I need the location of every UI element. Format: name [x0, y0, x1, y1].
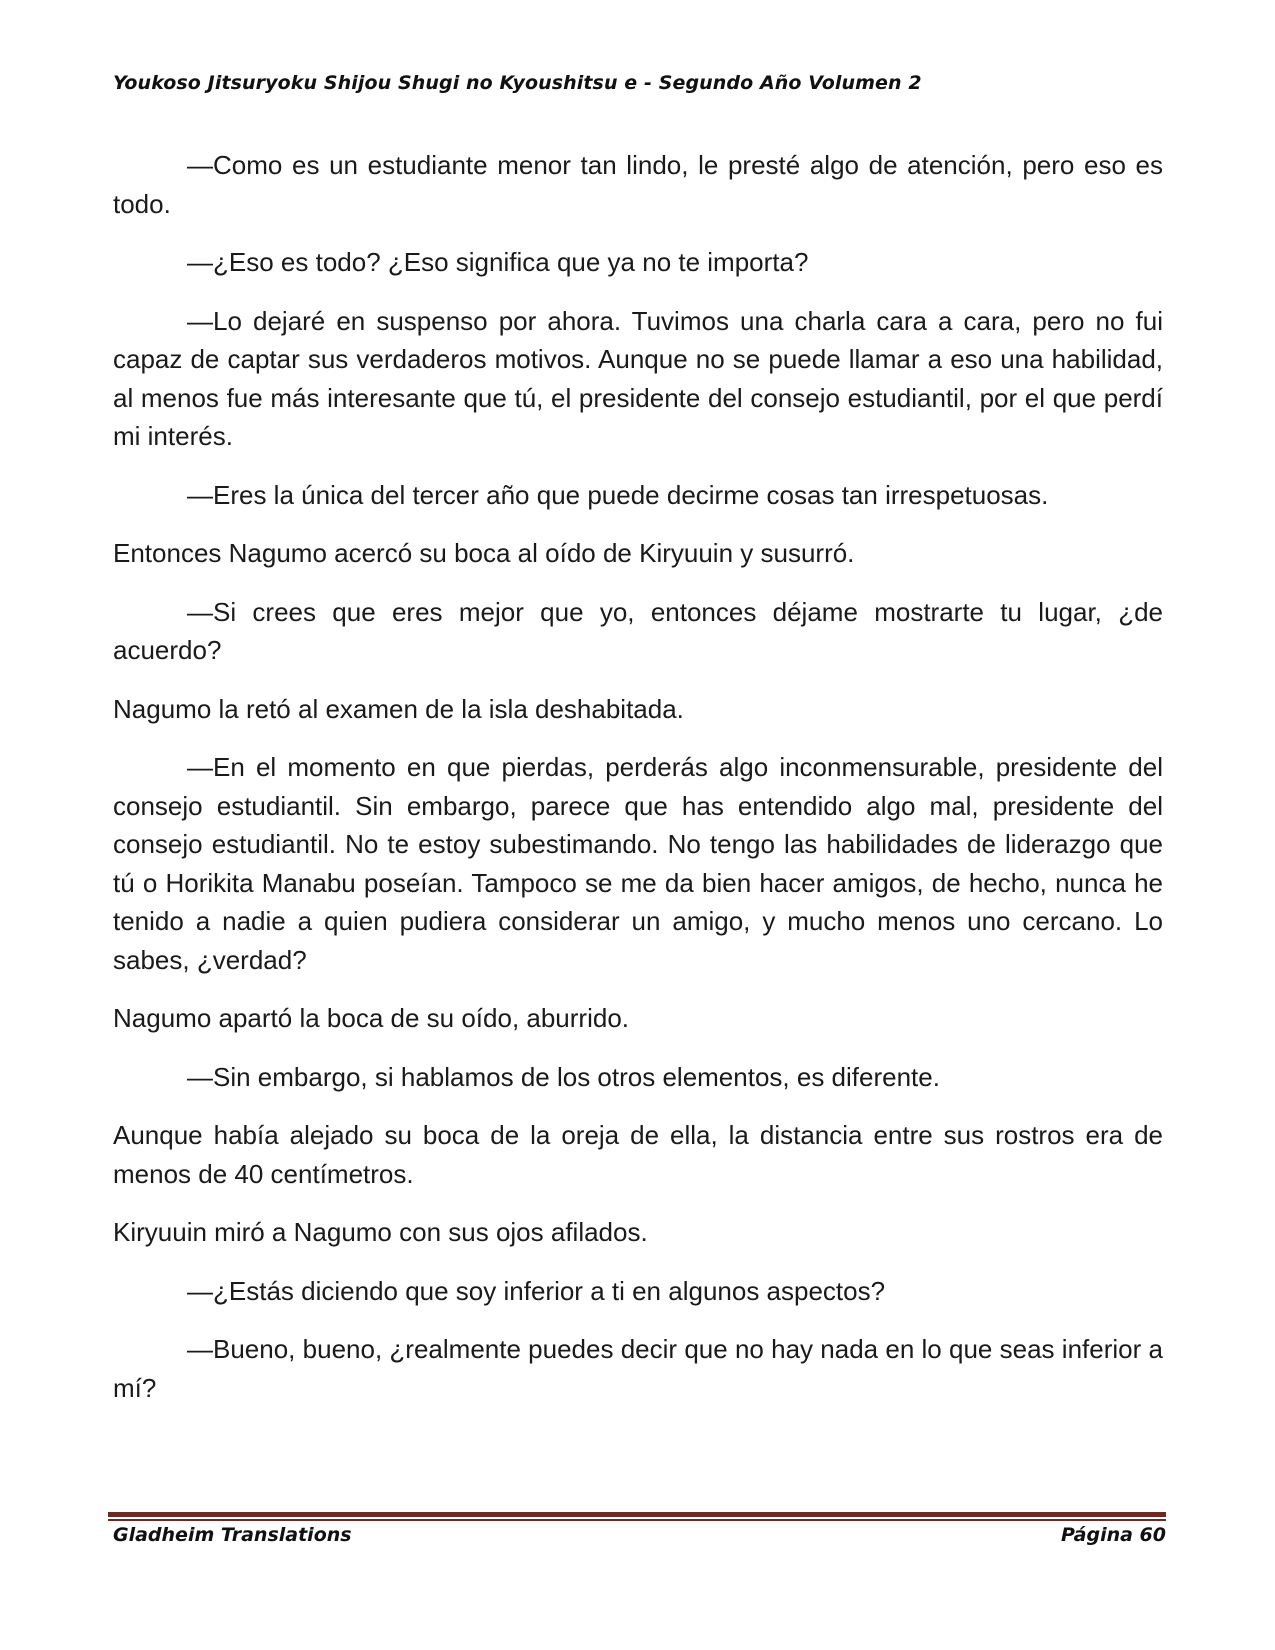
page-number: Página 60 [1060, 1524, 1166, 1546]
page-body [113, 146, 1163, 1427]
paragraph-narration: Nagumo apartó la boca de su oído, aburrido. [113, 1003, 630, 1033]
paragraph-dialog: —¿Estás diciendo que soy inferior a ti en algunos aspectos? [187, 1275, 886, 1306]
paragraph-narration: Entonces Nagumo acercó su boca al oído de Kiryuuin y susurró. [113, 538, 855, 568]
paragraph-dialog: —Bueno, bueno, ¿realmente puedes decir que no hay nada en lo que seas inferior a mí? [113, 1334, 1163, 1403]
paragraph-dialog: —Sin embargo, si hablamos de los otros elementos, es diferente. [187, 1061, 940, 1092]
paragraph-dialog: —Lo dejaré en suspenso por ahora. Tuvimos una charla cara a cara, pero no fui capaz de captar sus verdaderos motivos. Aunque no se puede llamar a eso una habilidad, al menos fue más interesante que tú, el presidente del consejo estudiantil, por el que perdí mi interés. [113, 305, 1163, 451]
paragraph-dialog: —Como es un estudiante menor tan lindo, le presté algo de atención, pero eso es todo. [113, 150, 1163, 219]
paragraph-dialog: —¿Eso es todo? ¿Eso significa que ya no te importa? [187, 247, 809, 277]
footer-divider [108, 1512, 1166, 1521]
paragraph-dialog: —Eres la única del tercer año que puede decirme cosas tan irrespetuosas. [187, 479, 1049, 510]
paragraph-dialog: —Si crees que eres mejor que yo, entonces déjame mostrarte tu lugar, ¿de acuerdo? [113, 596, 1163, 665]
paragraph-dialog: —En el momento en que pierdas, perderás algo inconmensurable, presidente del consejo estudiantil. Sin embargo, parece que has entendido algo mal, presidente del consejo estudiantil. No te estoy subestimando. No tengo las habilidades de liderazgo que tú o Horikita Manabu poseían. Tampoco se me da bien hacer amigos, de hecho, nunca he tenido a nadie a quien pudiera considerar un amigo, y mucho menos uno cercano. Lo sabes, ¿verdad? [113, 752, 1163, 975]
footer-divider-thin [108, 1519, 1166, 1521]
footer-credit: Gladheim Translations [113, 1524, 352, 1546]
paragraph-narration: Aunque había alejado su boca de la oreja de ella, la distancia entre sus rostros era de menos de 40 centímetros. [113, 1120, 1163, 1189]
footer-divider-thick [108, 1512, 1166, 1517]
paragraph-narration: Kiryuuin miró a Nagumo con sus ojos afilados. [113, 1217, 648, 1247]
paragraph-narration: Nagumo la retó al examen de la isla deshabitada. [113, 693, 684, 724]
running-header: Youkoso Jitsuryoku Shijou Shugi no Kyoushitsu e - Segundo Año Volumen 2 [113, 72, 922, 94]
